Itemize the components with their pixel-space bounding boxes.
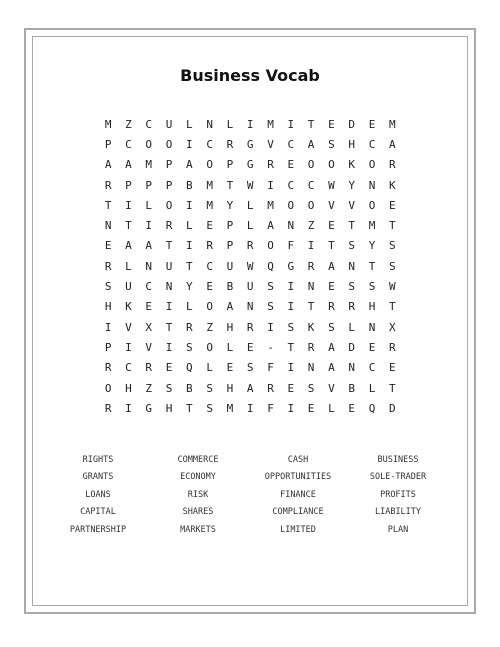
grid-cell: B xyxy=(186,178,193,192)
grid-cell: R xyxy=(104,259,112,273)
grid-cell: A xyxy=(307,137,315,151)
grid-cell: G xyxy=(246,137,254,151)
grid-cell: E xyxy=(368,340,376,354)
word-list-item: LIABILITY xyxy=(374,507,422,518)
grid-row xyxy=(98,114,402,134)
grid-cell: T xyxy=(186,259,193,273)
grid-cell: S xyxy=(328,137,335,151)
grid-cell: O xyxy=(145,137,153,151)
grid-cell: Q xyxy=(368,401,376,415)
grid-cell: L xyxy=(368,381,376,395)
grid-cell: F xyxy=(267,361,274,375)
grid-cell: M xyxy=(206,198,213,212)
grid-cell: R xyxy=(186,320,193,334)
grid-row xyxy=(98,215,402,235)
grid-cell: B xyxy=(348,381,356,395)
grid-cell: L xyxy=(186,300,193,314)
grid-cell: E xyxy=(287,158,295,172)
grid-row xyxy=(98,337,402,357)
grid-cell: S xyxy=(246,361,254,375)
grid-cell: Y xyxy=(186,280,193,294)
word-list-item: SHARES xyxy=(182,507,214,518)
grid-cell: K xyxy=(307,320,315,334)
grid-cell: L xyxy=(226,117,234,131)
grid-cell: O xyxy=(368,198,376,212)
grid-cell: R xyxy=(328,300,335,314)
grid-cell: R xyxy=(267,381,274,395)
grid-cell: Y xyxy=(226,198,234,212)
grid-cell: R xyxy=(145,361,153,375)
grid-cell: R xyxy=(388,158,396,172)
grid-cell: T xyxy=(186,401,193,415)
grid-cell: I xyxy=(287,280,295,294)
grid-cell: P xyxy=(104,340,112,354)
grid-row xyxy=(98,317,402,337)
grid-cell: H xyxy=(165,401,173,415)
grid-cell: S xyxy=(287,320,295,334)
word-list-item: OPPORTUNITIES xyxy=(264,472,332,483)
grid-cell: N xyxy=(307,361,315,375)
grid-cell: Q xyxy=(267,259,274,273)
grid-cell: I xyxy=(307,239,315,253)
grid-cell: C xyxy=(206,137,213,151)
grid-cell: O xyxy=(307,158,315,172)
grid-cell: S xyxy=(186,340,193,354)
word-list-item: ECONOMY xyxy=(180,472,216,483)
grid-cell: R xyxy=(206,239,213,253)
grid-cell: I xyxy=(186,239,193,253)
grid-cell: K xyxy=(125,300,132,314)
grid-cell: C xyxy=(287,137,295,151)
grid-row xyxy=(98,175,402,195)
grid-cell: V xyxy=(125,320,132,334)
grid-cell: I xyxy=(287,117,295,131)
grid-cell: M xyxy=(388,117,396,131)
grid-cell: E xyxy=(328,219,335,233)
grid-cell: I xyxy=(125,340,132,354)
grid-cell: C xyxy=(125,361,132,375)
grid-cell: T xyxy=(287,340,295,354)
grid-row xyxy=(98,398,402,418)
grid-cell: A xyxy=(104,158,112,172)
grid-cell: L xyxy=(328,401,335,415)
grid-cell: E xyxy=(348,401,356,415)
grid-cell: H xyxy=(226,381,234,395)
grid-cell: Y xyxy=(368,239,376,253)
word-list-item: COMMERCE xyxy=(177,455,219,465)
grid-cell: E xyxy=(287,381,295,395)
grid-cell: P xyxy=(125,178,132,192)
grid-cell: R xyxy=(388,340,396,354)
word-list-item: PLAN xyxy=(387,524,409,535)
grid-cell: S xyxy=(267,280,274,294)
grid-cell: G xyxy=(287,259,295,273)
grid-cell: L xyxy=(348,320,356,334)
grid-cell: L xyxy=(145,198,153,212)
grid-cell: O xyxy=(307,198,315,212)
grid-cell: W xyxy=(328,178,335,192)
grid-cell: H xyxy=(125,381,132,395)
grid-cell: A xyxy=(328,340,335,354)
grid-cell: P xyxy=(145,178,153,192)
grid-cell: P xyxy=(226,219,234,233)
grid-cell: S xyxy=(206,401,213,415)
grid-cell: O xyxy=(104,381,112,395)
grid-cell: R xyxy=(104,361,112,375)
word-list-item: LOANS xyxy=(85,489,111,500)
grid-cell: C xyxy=(307,178,315,192)
grid-cell: L xyxy=(206,361,213,375)
grid-cell: K xyxy=(388,178,396,192)
grid-cell: V xyxy=(267,137,274,151)
grid-cell: U xyxy=(125,280,132,294)
grid-cell: T xyxy=(226,178,234,192)
grid-cell: P xyxy=(226,239,234,253)
word-list-item: FINANCE xyxy=(280,489,316,500)
grid-row xyxy=(98,297,402,317)
grid-cell: T xyxy=(388,300,396,314)
grid-row xyxy=(98,236,402,256)
grid-cell: M xyxy=(267,117,274,131)
grid-cell: M xyxy=(145,158,153,172)
grid-cell: M xyxy=(368,219,376,233)
grid-cell: S xyxy=(267,300,274,314)
grid-cell: L xyxy=(125,259,132,273)
grid-cell: H xyxy=(368,300,376,314)
grid-cell: E xyxy=(206,280,213,294)
grid-cell: O xyxy=(165,198,173,212)
puzzle-frame xyxy=(24,28,476,614)
grid-cell: U xyxy=(165,259,173,273)
grid-cell: T xyxy=(307,300,315,314)
grid-cell: I xyxy=(125,198,132,212)
grid-cell: I xyxy=(104,320,112,334)
grid-cell: D xyxy=(388,401,396,415)
grid-cell: I xyxy=(186,198,193,212)
grid-cell: S xyxy=(307,381,315,395)
grid-cell: V xyxy=(348,198,356,212)
grid-row xyxy=(98,195,402,215)
grid-cell: I xyxy=(287,401,295,415)
word-list-item: CAPITAL xyxy=(80,507,116,518)
word-list-item: BUSINESS xyxy=(377,455,419,465)
grid-cell: N xyxy=(368,320,376,334)
grid-cell: O xyxy=(165,137,173,151)
grid-cell: E xyxy=(328,280,335,294)
grid-cell: E xyxy=(388,198,396,212)
grid-cell: L xyxy=(246,198,254,212)
grid-cell: P xyxy=(165,158,173,172)
grid-cell: M xyxy=(206,178,213,192)
grid-cell: E xyxy=(307,401,315,415)
grid-cell: R xyxy=(307,340,315,354)
grid-cell: G xyxy=(145,401,153,415)
grid-cell: O xyxy=(267,239,274,253)
grid-cell: M xyxy=(267,198,274,212)
word-list xyxy=(48,455,448,535)
word-list-item: LIMITED xyxy=(280,524,316,535)
grid-cell: H xyxy=(226,320,234,334)
grid-cell: A xyxy=(226,300,234,314)
grid-cell: L xyxy=(186,117,193,131)
grid-cell: L xyxy=(226,340,234,354)
grid-cell: I xyxy=(165,300,173,314)
grid-cell: E xyxy=(104,239,112,253)
grid-cell: D xyxy=(348,340,356,354)
grid-cell: T xyxy=(104,198,112,212)
grid-cell: Q xyxy=(186,361,193,375)
grid-cell: R xyxy=(104,401,112,415)
grid-cell: E xyxy=(206,219,213,233)
grid-cell: X xyxy=(388,320,396,334)
grid-cell: Y xyxy=(348,178,356,192)
grid-cell: V xyxy=(328,198,335,212)
grid-row xyxy=(98,378,402,398)
grid-cell: P xyxy=(165,178,173,192)
grid-cell: S xyxy=(165,381,173,395)
grid-cell: T xyxy=(328,239,335,253)
grid-cell: S xyxy=(348,280,356,294)
grid-cell: I xyxy=(145,219,153,233)
grid-cell: W xyxy=(246,178,254,192)
grid-cell: B xyxy=(226,280,234,294)
grid-cell: E xyxy=(368,117,376,131)
grid-cell: S xyxy=(206,381,213,395)
grid-cell: D xyxy=(348,117,356,131)
grid-cell: - xyxy=(267,340,274,354)
grid-cell: P xyxy=(226,158,234,172)
grid-cell: A xyxy=(125,158,132,172)
word-list-item: RIGHTS xyxy=(82,455,114,465)
grid-cell: U xyxy=(165,117,173,131)
grid-cell: V xyxy=(145,340,153,354)
grid-cell: A xyxy=(267,219,274,233)
grid-cell: R xyxy=(267,158,274,172)
grid-cell: O xyxy=(206,340,213,354)
word-list-item: SOLE-TRADER xyxy=(369,472,427,483)
grid-cell: H xyxy=(104,300,112,314)
grid-cell: N xyxy=(246,300,254,314)
grid-cell: N xyxy=(206,117,213,131)
word-list-item: MARKETS xyxy=(180,524,216,535)
grid-cell: Z xyxy=(125,117,132,131)
grid-cell: O xyxy=(328,158,335,172)
grid-cell: A xyxy=(145,239,153,253)
grid-cell: L xyxy=(186,219,193,233)
grid-cell: R xyxy=(165,219,173,233)
word-list-item: PARTNERSHIP xyxy=(69,524,127,535)
grid-cell: O xyxy=(287,198,295,212)
grid-cell: F xyxy=(287,239,295,253)
grid-cell: C xyxy=(368,361,376,375)
word-list-item: COMPLIANCE xyxy=(272,507,324,518)
grid-cell: K xyxy=(348,158,356,172)
grid-cell: C xyxy=(287,178,295,192)
grid-cell: R xyxy=(246,320,254,334)
grid-cell: A xyxy=(328,361,335,375)
grid-row xyxy=(98,155,402,175)
grid-cell: C xyxy=(206,259,213,273)
grid-cell: T xyxy=(165,320,173,334)
grid-cell: E xyxy=(328,117,335,131)
grid-cell: I xyxy=(287,361,295,375)
grid-cell: S xyxy=(388,259,396,273)
grid-cell: E xyxy=(226,361,234,375)
grid-cell: S xyxy=(368,280,376,294)
grid-cell: N xyxy=(104,219,112,233)
grid-cell: T xyxy=(388,381,396,395)
grid-cell: Z xyxy=(206,320,213,334)
grid-cell: N xyxy=(165,280,173,294)
letter-grid xyxy=(98,114,402,418)
grid-cell: M xyxy=(104,117,112,131)
grid-cell: E xyxy=(246,340,254,354)
grid-cell: Z xyxy=(145,381,153,395)
grid-cell: I xyxy=(246,401,254,415)
grid-row xyxy=(98,358,402,378)
word-list-item: CASH xyxy=(287,455,309,465)
grid-cell: I xyxy=(125,401,132,415)
grid-cell: N xyxy=(348,361,356,375)
grid-cell: T xyxy=(368,259,376,273)
grid-cell: R xyxy=(348,300,356,314)
grid-cell: N xyxy=(307,280,315,294)
grid-cell: E xyxy=(145,300,153,314)
grid-cell: O xyxy=(206,158,213,172)
grid-cell: B xyxy=(186,381,193,395)
grid-cell: I xyxy=(165,340,173,354)
grid-cell: N xyxy=(368,178,376,192)
grid-cell: H xyxy=(348,137,356,151)
grid-cell: S xyxy=(348,239,356,253)
puzzle-title: Business Vocab xyxy=(180,66,320,85)
grid-cell: U xyxy=(226,259,234,273)
grid-cell: C xyxy=(145,280,153,294)
grid-cell: N xyxy=(145,259,153,273)
grid-cell: L xyxy=(246,219,254,233)
grid-cell: T xyxy=(348,219,356,233)
grid-cell: E xyxy=(388,361,396,375)
grid-cell: X xyxy=(145,320,153,334)
grid-cell: I xyxy=(267,178,274,192)
grid-cell: T xyxy=(388,219,396,233)
grid-cell: C xyxy=(125,137,132,151)
grid-cell: V xyxy=(328,381,335,395)
grid-cell: R xyxy=(307,259,315,273)
grid-cell: O xyxy=(368,158,376,172)
grid-cell: P xyxy=(104,137,112,151)
grid-cell: N xyxy=(287,219,295,233)
grid-cell: C xyxy=(368,137,376,151)
grid-cell: E xyxy=(165,361,173,375)
word-list-item: GRANTS xyxy=(82,472,114,483)
grid-cell: T xyxy=(165,239,173,253)
grid-cell: I xyxy=(186,137,193,151)
grid-cell: W xyxy=(388,280,396,294)
grid-row xyxy=(98,134,402,154)
grid-cell: A xyxy=(388,137,396,151)
grid-cell: W xyxy=(246,259,254,273)
grid-cell: R xyxy=(226,137,234,151)
grid-cell: O xyxy=(206,300,213,314)
grid-cell: G xyxy=(246,158,254,172)
grid-cell: T xyxy=(307,117,315,131)
grid-cell: C xyxy=(145,117,153,131)
grid-cell: A xyxy=(186,158,193,172)
grid-cell: I xyxy=(246,117,254,131)
grid-cell: T xyxy=(125,219,132,233)
grid-cell: M xyxy=(226,401,234,415)
grid-row xyxy=(98,256,402,276)
grid-cell: Z xyxy=(307,219,315,233)
grid-cell: A xyxy=(125,239,132,253)
grid-cell: N xyxy=(348,259,356,273)
grid-cell: R xyxy=(104,178,112,192)
grid-cell: S xyxy=(388,239,396,253)
grid-cell: A xyxy=(328,259,335,273)
grid-cell: R xyxy=(246,239,254,253)
word-list-item: RISK xyxy=(187,489,209,500)
word-list-item: PROFITS xyxy=(380,489,416,500)
grid-row xyxy=(98,276,402,296)
grid-cell: F xyxy=(267,401,274,415)
grid-cell: S xyxy=(104,280,112,294)
grid-cell: U xyxy=(246,280,254,294)
grid-cell: I xyxy=(267,320,274,334)
grid-cell: I xyxy=(287,300,295,314)
grid-cell: A xyxy=(246,381,254,395)
grid-cell: S xyxy=(328,320,335,334)
